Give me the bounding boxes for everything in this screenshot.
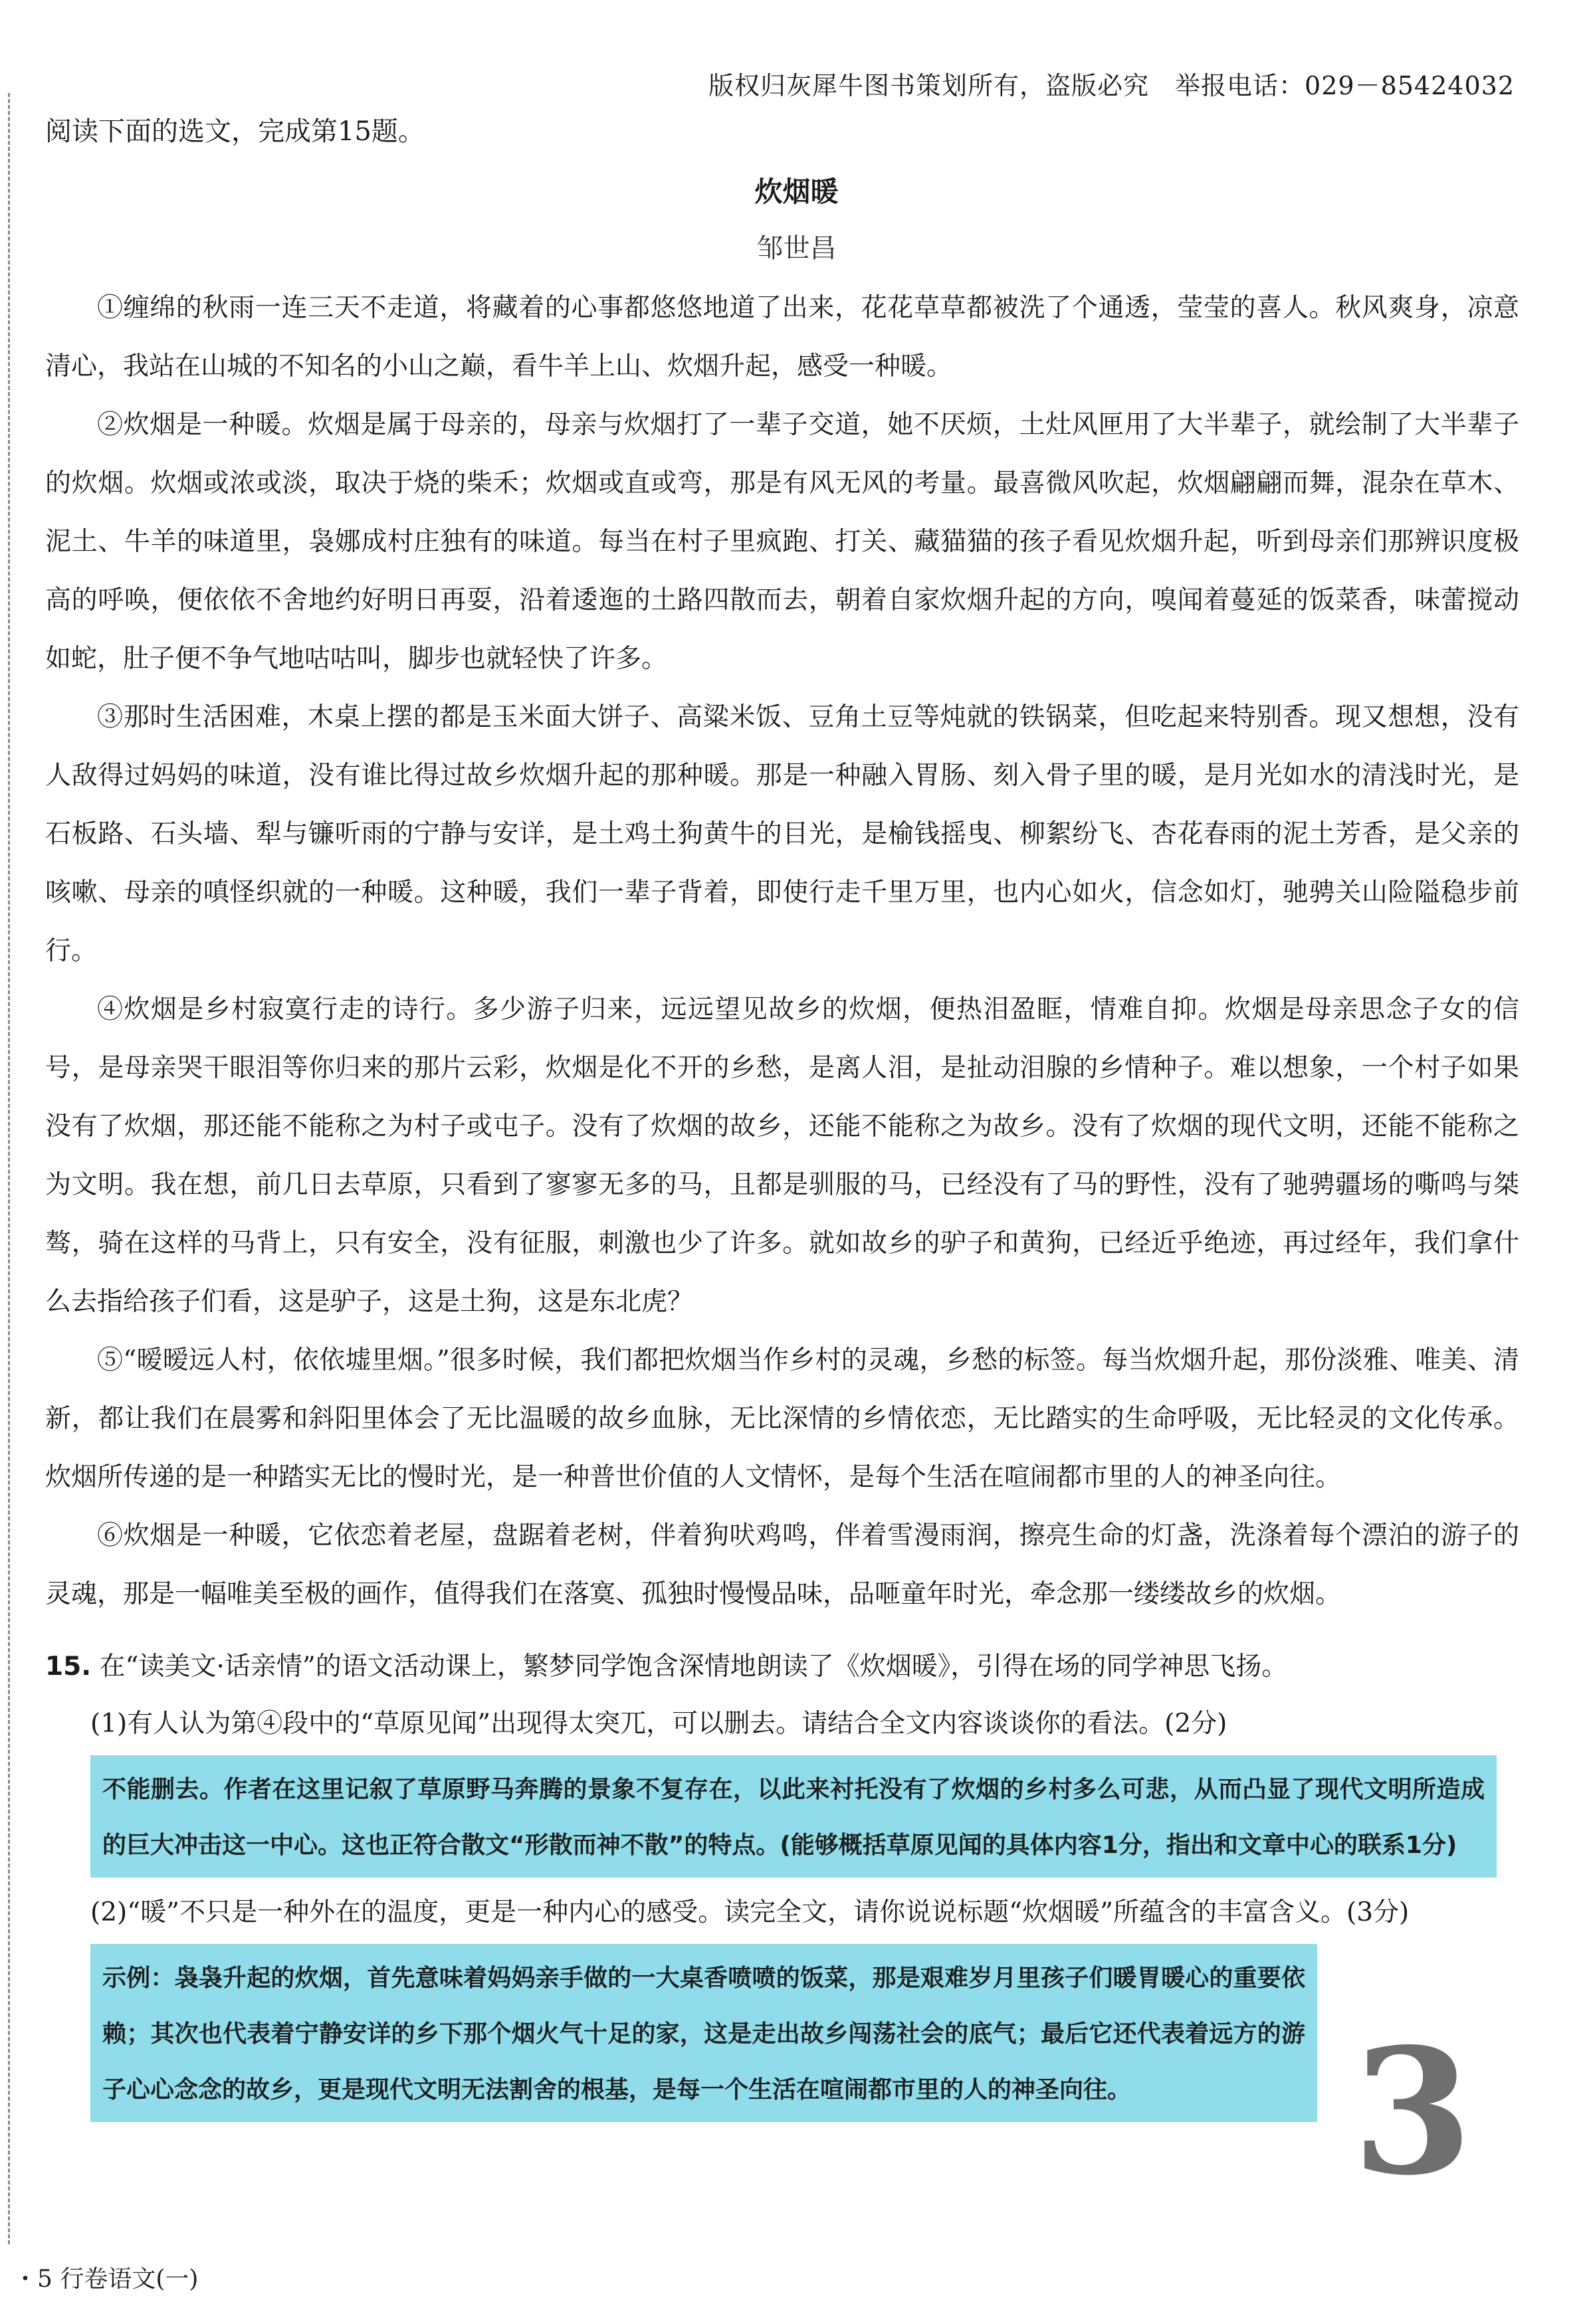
article-author: 邹世昌 <box>756 233 837 264</box>
article-body <box>45 279 1519 1624</box>
reading-instruction: 阅读下面的选文，完成第15题。 <box>45 116 425 147</box>
question-stem-line <box>45 1638 1519 1695</box>
paragraph-3: ③那时生活困难，木桌上摆的都是玉米面大饼子、高粱米饭、豆角土豆等炖就的铁锅菜，但吃起来特别香。现又想想，没有人敌得过妈妈的味道，没有谁比得过故乡炊烟升起的那种暖。那是一种融入胃肠、刻入骨子里的暖，是月光如水的清浅时光，是石板路、石头墙、犁与镰听雨的宁静与安详，是土鸡土狗黄牛的目光，是榆钱摇曳、柳絮纷飞、杏花春雨的泥土芳香，是父亲的咳嗽、母亲的嗔怪织就的一种暖。这种暖，我们一辈子背着，即使行走千里万里，也内心如火，信念如灯，驰骋关山险隘稳步前行。 <box>45 702 1519 966</box>
article-title: 炊烟暖 <box>754 175 839 208</box>
paragraph-5: ⑤“暧暧远人村，依依墟里烟。”很多时候，我们都把炊烟当作乡村的灵魂，乡愁的标签。每当炊烟升起，那份淡雅、唯美、清新，都让我们在晨雾和斜阳里体会了无比温暖的故乡血脉，无比深情的乡情依恋，无比踏实的生命呼吸，无比轻灵的文化传承。炊烟所传递的是一种踏实无比的慢时光，是一种普世价值的人文情怀，是每个生活在喧闹都市里的人的神圣向往。 <box>45 1345 1519 1492</box>
sub-question-2: (2)“暖”不只是一种外在的温度，更是一种内心的感受。读完全文，请你说说标题“炊烟暖”所蕴含的丰富含义。(3分) <box>90 1897 1410 1927</box>
copyright-notice: 版权归灰犀牛图书策划所有，盗版必究 举报电话：029－85424032 <box>708 71 1515 100</box>
paragraph-4: ④炊烟是乡村寂寞行走的诗行。多少游子归来，远远望见故乡的炊烟，便热泪盈眶，情难自抑。炊烟是母亲思念子女的信号，是母亲哭干眼泪等你归来的那片云彩，炊烟是化不开的乡愁，是离人泪，是扯动泪腺的乡情种子。难以想象，一个村子如果没有了炊烟，那还能不能称之为村子或屯子。没有了炊烟的故乡，还能不能称之为故乡。没有了炊烟的现代文明，还能不能称之为文明。我在想，前几日去草原，只看到了寥寥无多的马，且都是驯服的马，已经没有了马的野性，没有了驰骋疆场的嘶鸣与桀骜，骑在这样的马背上，只有安全，没有征服，刺激也少了许多。就如故乡的驴子和黄狗，已经近乎绝迹，再过经年，我们拿什么去指给孩子们看，这是驴子，这是土狗，这是东北虎？ <box>45 995 1519 1317</box>
question-number: 15. <box>45 1652 92 1682</box>
paragraph-6: ⑥炊烟是一种暖，它依恋着老屋，盘踞着老树，伴着狗吠鸡鸣，伴着雪漫雨润，擦亮生命的灯盏，洗涤着每个漂泊的游子的灵魂，那是一幅唯美至极的画作，值得我们在落寞、孤独时慢慢品味，品咂童年时光，牵念那一缕缕故乡的炊烟。 <box>45 1521 1519 1609</box>
question-stem: 在“读美文·话亲情”的语文活动课上，繁梦同学饱含深情地朗读了《炊烟暖》，引得在场的同学神思飞扬。 <box>99 1652 1288 1682</box>
paragraph-2: ②炊烟是一种暖。炊烟是属于母亲的，母亲与炊烟打了一辈子交道，她不厌烦，土灶风匣用了大半辈子，就绘制了大半辈子的炊烟。炊烟或浓或淡，取决于烧的柴禾；炊烟或直或弯，那是有风无风的考量。最喜微风吹起，炊烟翩翩而舞，混杂在草木、泥土、牛羊的味道里，袅娜成村庄独有的味道。每当在村子里疯跑、打关、藏猫猫的孩子看见炊烟升起，听到母亲们那辨识度极高的呼唤，便依依不舍地约好明日再耍，沿着逶迤的土路四散而去，朝着自家炊烟升起的方向，嗅闻着蔓延的饭菜香，味蕾搅动如蛇，肚子便不争气地咕咕叫，脚步也就轻快了许多。 <box>45 410 1519 674</box>
footer-label: ・5 行卷语文(一) <box>13 2266 199 2293</box>
answer-1-highlight: 不能删去。作者在这里记叙了草原野马奔腾的景象不复存在，以此来衬托没有了炊烟的乡村多么可悲，从而凸显了现代文明所造成的巨大冲击这一中心。这也正符合散文“形散而神不散”的特点。(能够概括草原见闻的具体内容1分，指出和文章中心的联系1分) <box>90 1755 1497 1878</box>
sub-question-1: (1)有人认为第④段中的“草原见闻”出现得太突兀，可以删去。请结合全文内容谈谈你的看法。(2分) <box>90 1709 1227 1739</box>
answer-2-highlight: 示例：袅袅升起的炊烟，首先意味着妈妈亲手做的一大桌香喷喷的饭菜，那是艰难岁月里孩子们暖胃暖心的重要依赖；其次也代表着宁静安详的乡下那个烟火气十足的家，这是走出故乡闯荡社会的底气；最后它还代表着远方的游子心心念念的故乡，更是现代文明无法割舍的根基，是每一个生活在喧闹都市里的人的神圣向往。 <box>90 1944 1317 2122</box>
paragraph-1: ①缠绵的秋雨一连三天不走道，将藏着的心事都悠悠地道了出来，花花草草都被洗了个通透，莹莹的喜人。秋风爽身，凉意清心，我站在山城的不知名的小山之巅，看牛羊上山、炊烟升起，感受一种暖。 <box>45 293 1519 381</box>
question-15 <box>45 1638 1519 2129</box>
page-stamp-number: 3 <box>1352 2011 1473 2214</box>
binding-cut-line <box>8 93 10 2244</box>
